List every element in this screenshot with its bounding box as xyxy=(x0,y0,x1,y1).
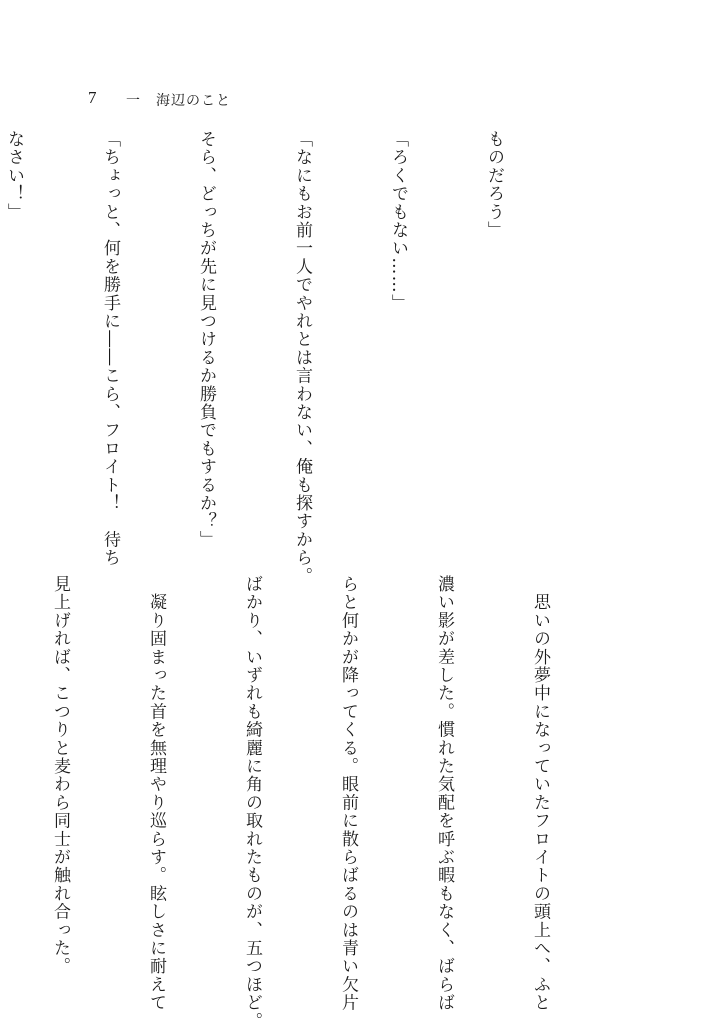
running-head: 一 海辺のこと xyxy=(126,93,231,109)
text-line: 見上げれば、こつりと麦わら同士が触れ合った。 xyxy=(50,575,70,976)
text-line: 思いの外夢中になっていたフロイトの頭上へ、ふと xyxy=(530,575,550,1012)
page-number: 7 xyxy=(88,88,97,107)
text-line: そら、どっちが先に見つけるか勝負でもするか？」 xyxy=(196,130,216,549)
text-line: ばかり、いずれも綺麗に角の取れたものが、五つほど。 xyxy=(242,575,262,1030)
text-block-lower xyxy=(50,575,620,1030)
text-line: 「ちょっと、何を勝手に――こら、フロイト！ 待ち xyxy=(100,130,120,567)
text-line: 「ろくでもない……」 xyxy=(388,130,408,312)
text-line: 濃い影が差した。慣れた気配を呼ぶ暇もなく、ばらば xyxy=(434,575,454,1012)
text-block-upper xyxy=(4,130,574,585)
text-line: 「なにもお前一人でやれとは言わない、俺も探すから。 xyxy=(292,130,312,585)
text-line: なさい！」 xyxy=(4,130,24,221)
text-line: 凝り固まった首を無理やり巡らす。眩しさに耐えて xyxy=(146,575,166,1012)
text-line: らと何かが降ってくる。眼前に散らばるのは青い欠片 xyxy=(338,575,358,1012)
text-line: ものだろう」 xyxy=(484,130,504,240)
